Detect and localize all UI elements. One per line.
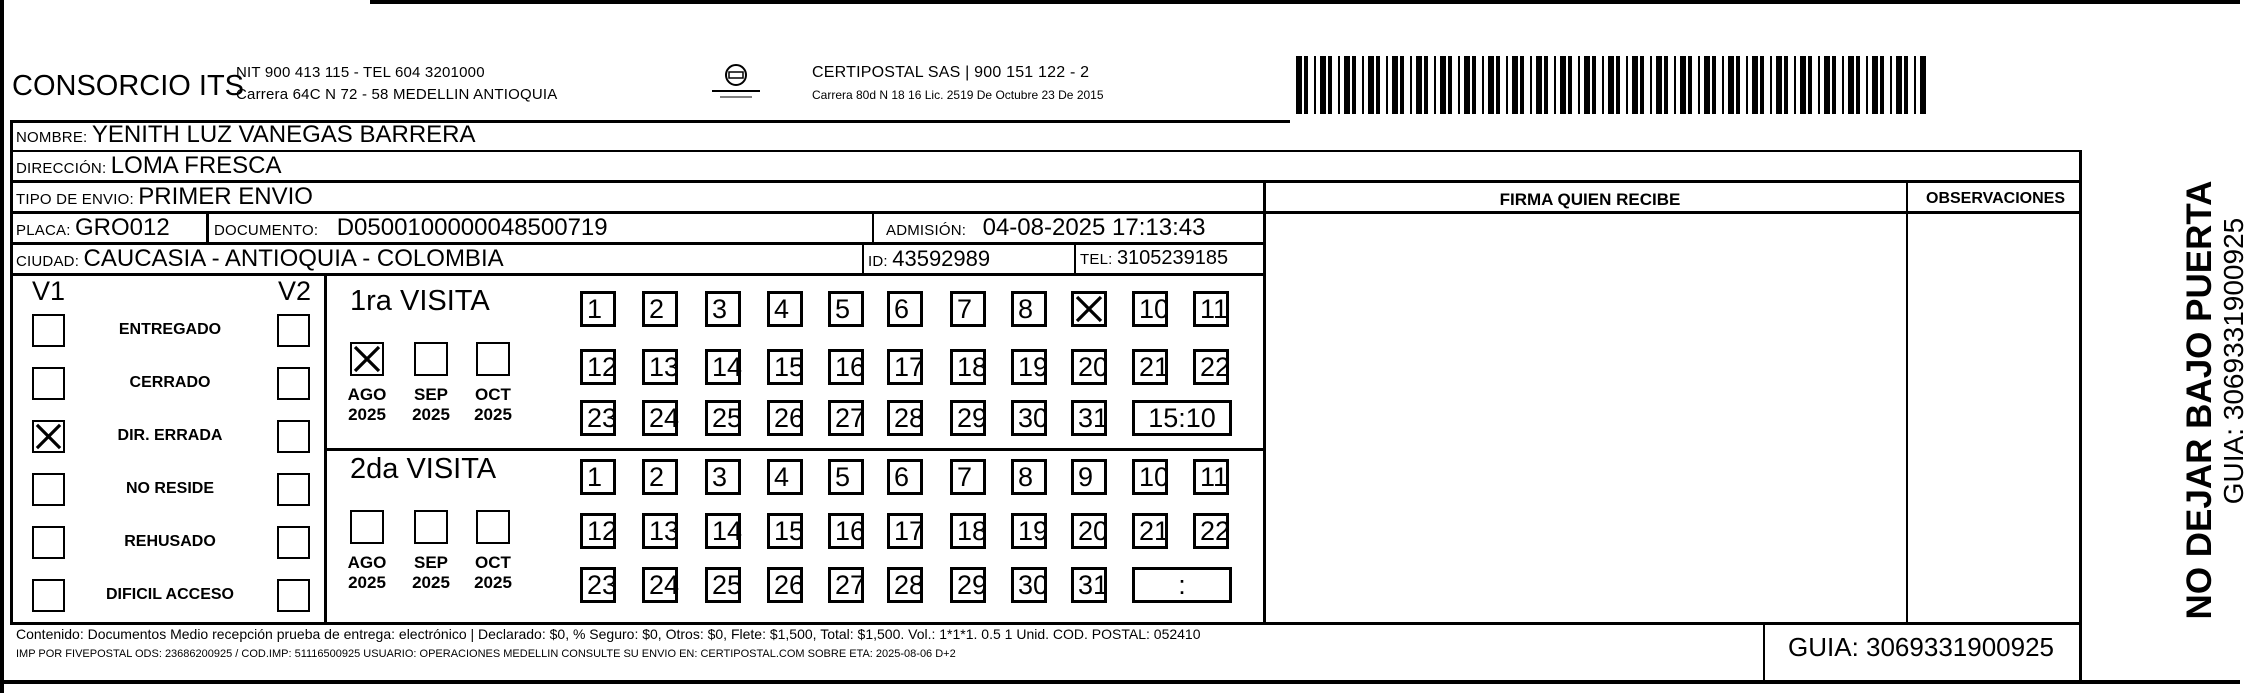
ciudad-value: CAUCASIA - ANTIOQUIA - COLOMBIA bbox=[83, 245, 504, 272]
tel-value: 3105239185 bbox=[1116, 247, 1229, 269]
footer-guia: GUIA: 3069331900925 bbox=[1788, 632, 2054, 662]
first-day-box[interactable]: 26 bbox=[767, 400, 803, 436]
first-month-checkbox[interactable] bbox=[414, 342, 448, 376]
direccion-label: DIRECCIÓN: bbox=[16, 160, 107, 177]
second-day-box[interactable]: 11 bbox=[1193, 459, 1229, 495]
first-visit-title: 1ra VISITA bbox=[350, 285, 490, 317]
first-day-box[interactable]: 27 bbox=[828, 400, 864, 436]
first-day-box[interactable]: 29 bbox=[950, 400, 986, 436]
status-label: REHUSADO bbox=[124, 533, 216, 550]
status-label: CERRADO bbox=[129, 374, 211, 391]
second-month-label: AGO bbox=[347, 553, 387, 572]
second-day-box[interactable]: 28 bbox=[887, 567, 923, 603]
v2-checkbox[interactable] bbox=[277, 420, 310, 453]
first-year-label: 2025 bbox=[412, 405, 450, 424]
second-day-box[interactable]: 15 bbox=[767, 513, 803, 549]
first-day-box[interactable] bbox=[1071, 291, 1107, 327]
second-day-box[interactable]: 16 bbox=[828, 513, 864, 549]
v1-checkbox[interactable] bbox=[32, 473, 65, 506]
barcode bbox=[1296, 56, 1930, 114]
first-day-box[interactable]: 3 bbox=[705, 291, 741, 327]
first-day-box[interactable]: 12 bbox=[580, 349, 616, 385]
documento-label: DOCUMENTO: bbox=[214, 222, 319, 239]
id-value: 43592989 bbox=[892, 246, 991, 271]
documento-value: D0500100000048500719 bbox=[336, 214, 608, 241]
direccion-value: LOMA FRESCA bbox=[110, 152, 282, 179]
second-day-box[interactable]: 10 bbox=[1132, 459, 1168, 495]
first-day-box[interactable]: 4 bbox=[767, 291, 803, 327]
second-day-box[interactable]: 17 bbox=[887, 513, 923, 549]
form-left-line bbox=[10, 120, 13, 625]
tel-sep bbox=[1074, 244, 1076, 273]
placa-value: GRO012 bbox=[75, 214, 170, 241]
v1-checkbox[interactable] bbox=[32, 420, 65, 453]
admision-sep bbox=[872, 213, 874, 242]
first-day-box[interactable]: 10 bbox=[1132, 291, 1168, 327]
second-day-box[interactable]: 7 bbox=[950, 459, 986, 495]
second-day-box[interactable]: 5 bbox=[828, 459, 864, 495]
placa-sep bbox=[206, 213, 209, 242]
second-day-box[interactable]: 14 bbox=[705, 513, 741, 549]
placa-label: PLACA: bbox=[16, 222, 71, 239]
second-day-box[interactable]: 22 bbox=[1193, 513, 1229, 549]
second-day-box[interactable]: 26 bbox=[767, 567, 803, 603]
second-day-box[interactable]: 23 bbox=[580, 567, 616, 603]
v2-checkbox[interactable] bbox=[277, 314, 310, 347]
first-day-box[interactable]: 22 bbox=[1193, 349, 1229, 385]
footer-line1: Contenido: Documentos Medio recepción prueba de entrega: electrónico | Declarado: $0, % Seguro: $0, Otros: $0, Flete: $1,500, Total: $1,500. Vol.: 1*1*1. 0.5 1 Unid. COD. POSTAL: 052410 bbox=[16, 626, 1201, 642]
first-day-box[interactable]: 13 bbox=[642, 349, 678, 385]
tel-row bbox=[1080, 247, 1228, 270]
v2-title: V2 bbox=[278, 276, 312, 306]
first-day-box[interactable]: 5 bbox=[828, 291, 864, 327]
first-day-box[interactable]: 23 bbox=[580, 400, 616, 436]
nombre-label: NOMBRE: bbox=[16, 129, 88, 146]
second-year-label: 2025 bbox=[474, 573, 512, 592]
second-visit-title: 2da VISITA bbox=[350, 453, 497, 485]
row-line-1 bbox=[10, 150, 2080, 152]
observaciones-header: OBSERVACIONES bbox=[1926, 190, 2065, 207]
v1-checkbox[interactable] bbox=[32, 579, 65, 612]
first-time-box[interactable]: 15:10 bbox=[1132, 400, 1232, 436]
admision-value: 04-08-2025 17:13:43 bbox=[982, 214, 1206, 241]
second-month-checkbox[interactable] bbox=[476, 510, 510, 544]
v1-checkbox[interactable] bbox=[32, 314, 65, 347]
second-time-box[interactable]: : bbox=[1132, 567, 1232, 603]
placa-row bbox=[16, 214, 170, 242]
firma-header: FIRMA QUIEN RECIBE bbox=[1499, 190, 1681, 209]
status-label: NO RESIDE bbox=[125, 480, 214, 497]
v2-checkbox[interactable] bbox=[277, 526, 310, 559]
row-line-5 bbox=[10, 273, 1265, 276]
admision-label: ADMISIÓN: bbox=[886, 222, 967, 239]
admision-row bbox=[886, 214, 1205, 242]
second-day-box[interactable]: 20 bbox=[1071, 513, 1107, 549]
first-day-box[interactable]: 18 bbox=[950, 349, 986, 385]
first-day-box[interactable]: 11 bbox=[1193, 291, 1229, 327]
first-day-box[interactable]: 1 bbox=[580, 291, 616, 327]
v2-checkbox[interactable] bbox=[277, 473, 310, 506]
first-month-checkbox[interactable] bbox=[476, 342, 510, 376]
first-year-label: 2025 bbox=[474, 405, 512, 424]
first-day-box[interactable]: 14 bbox=[705, 349, 741, 385]
first-month-label: AGO bbox=[347, 385, 387, 404]
second-day-box[interactable]: 30 bbox=[1011, 567, 1047, 603]
v2-checkbox[interactable] bbox=[277, 367, 310, 400]
second-day-box[interactable]: 21 bbox=[1132, 513, 1168, 549]
footer-right-line bbox=[2079, 622, 2082, 680]
company-nit: NIT 900 413 115 - TEL 604 3201000 bbox=[236, 64, 485, 81]
first-day-box[interactable]: 7 bbox=[950, 291, 986, 327]
second-month-checkbox[interactable] bbox=[350, 510, 384, 544]
top-border bbox=[370, 0, 2240, 4]
first-day-box[interactable]: 24 bbox=[642, 400, 678, 436]
footer-top-line bbox=[10, 622, 2082, 625]
first-day-box[interactable]: 15 bbox=[767, 349, 803, 385]
nombre-value: YENITH LUZ VANEGAS BARRERA bbox=[91, 121, 476, 148]
v1-checkbox[interactable] bbox=[32, 367, 65, 400]
second-day-box[interactable]: 24 bbox=[642, 567, 678, 603]
obs-right-line bbox=[2079, 150, 2082, 625]
first-day-box[interactable]: 19 bbox=[1011, 349, 1047, 385]
first-day-box[interactable]: 17 bbox=[887, 349, 923, 385]
status-label: DIR. ERRADA bbox=[117, 427, 223, 444]
first-day-box[interactable]: 20 bbox=[1071, 349, 1107, 385]
second-month-label: SEP bbox=[413, 553, 449, 572]
second-day-box[interactable]: 6 bbox=[887, 459, 923, 495]
second-month-label: OCT bbox=[475, 553, 511, 572]
first-day-box[interactable]: 21 bbox=[1132, 349, 1168, 385]
first-day-box[interactable]: 2 bbox=[642, 291, 678, 327]
second-year-label: 2025 bbox=[412, 573, 450, 592]
second-day-box[interactable]: 25 bbox=[705, 567, 741, 603]
company-name: CONSORCIO ITS bbox=[12, 70, 245, 102]
first-day-box[interactable]: 8 bbox=[1011, 291, 1047, 327]
first-day-box[interactable]: 30 bbox=[1011, 400, 1047, 436]
second-day-box[interactable]: 9 bbox=[1071, 459, 1107, 495]
firma-left-line bbox=[1263, 181, 1266, 625]
first-day-box[interactable]: 31 bbox=[1071, 400, 1107, 436]
first-day-box[interactable]: 25 bbox=[705, 400, 741, 436]
first-month-label: OCT bbox=[475, 385, 511, 404]
bottom-border bbox=[0, 680, 2240, 684]
left-border bbox=[0, 0, 4, 693]
side-warning: NO DEJAR BAJO PUERTA bbox=[2180, 180, 2219, 620]
first-month-label: SEP bbox=[413, 385, 449, 404]
second-day-box[interactable]: 18 bbox=[950, 513, 986, 549]
v2-checkbox[interactable] bbox=[277, 579, 310, 612]
documento-row bbox=[214, 214, 608, 242]
second-day-box[interactable]: 19 bbox=[1011, 513, 1047, 549]
id-row bbox=[868, 246, 990, 272]
first-month-checkbox[interactable] bbox=[350, 342, 384, 376]
certipostal-line2: Carrera 80d N 18 16 Lic. 2519 De Octubre 23 De 2015 bbox=[812, 88, 1104, 102]
second-day-box[interactable]: 4 bbox=[767, 459, 803, 495]
first-year-label: 2025 bbox=[348, 405, 386, 424]
second-day-box[interactable]: 12 bbox=[580, 513, 616, 549]
tipo-label: TIPO DE ENVIO: bbox=[16, 191, 134, 208]
second-day-box[interactable]: 31 bbox=[1071, 567, 1107, 603]
obs-left-line bbox=[1906, 181, 1908, 625]
first-day-box[interactable]: 28 bbox=[887, 400, 923, 436]
certipostal-line1: CERTIPOSTAL SAS | 900 151 122 - 2 bbox=[812, 64, 1090, 81]
id-sep bbox=[862, 244, 864, 273]
id-label: ID: bbox=[868, 253, 888, 270]
second-day-box[interactable]: 27 bbox=[828, 567, 864, 603]
second-month-checkbox[interactable] bbox=[414, 510, 448, 544]
direccion-row bbox=[16, 152, 282, 180]
footer-line2: IMP POR FIVEPOSTAL ODS: 23686200925 / COD.IMP: 51116500925 USUARIO: OPERACIONES MEDELLIN CONSULTE SU ENVIO EN: CERTIPOSTAL.COM SOBRE ETA: 2025-08-06 D+2 bbox=[16, 648, 956, 660]
second-day-box[interactable]: 2 bbox=[642, 459, 678, 495]
tipo-value: PRIMER ENVIO bbox=[138, 183, 313, 210]
first-day-box[interactable]: 6 bbox=[887, 291, 923, 327]
side-guia: GUIA: 3069331900925 bbox=[2218, 217, 2249, 505]
status-label: ENTREGADO bbox=[118, 321, 222, 338]
second-day-box[interactable]: 8 bbox=[1011, 459, 1047, 495]
second-day-box[interactable]: 13 bbox=[642, 513, 678, 549]
row-line-2 bbox=[10, 180, 2080, 183]
tipo-row bbox=[16, 183, 313, 211]
second-day-box[interactable]: 3 bbox=[705, 459, 741, 495]
tel-label: TEL: bbox=[1080, 251, 1113, 268]
second-year-label: 2025 bbox=[348, 573, 386, 592]
ciudad-label: CIUDAD: bbox=[16, 253, 80, 270]
v1-title: V1 bbox=[32, 276, 66, 306]
status-label: DIFICIL ACCESO bbox=[105, 586, 234, 603]
visit-divider bbox=[325, 448, 1265, 451]
ciudad-row bbox=[16, 245, 504, 273]
first-day-box[interactable]: 16 bbox=[828, 349, 864, 385]
footer-sep bbox=[1763, 622, 1765, 680]
second-day-box[interactable]: 29 bbox=[950, 567, 986, 603]
v1-checkbox[interactable] bbox=[32, 526, 65, 559]
certipostal-logo bbox=[706, 62, 766, 102]
company-address: Carrera 64C N 72 - 58 MEDELLIN ANTIOQUIA bbox=[236, 86, 558, 103]
second-day-box[interactable]: 1 bbox=[580, 459, 616, 495]
nombre-row bbox=[16, 121, 476, 149]
